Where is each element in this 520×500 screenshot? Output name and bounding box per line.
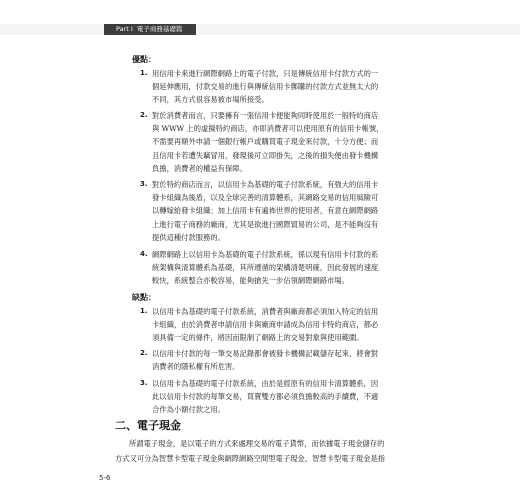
item-number: 2.	[140, 349, 148, 357]
text-line: 用信用卡來進行網際網路上的電子付款，只是傳統信用卡付款方式的一	[152, 69, 379, 78]
disadvantage-item-2	[140, 347, 392, 373]
advantage-item-4	[140, 248, 392, 288]
item-number: 3.	[140, 180, 148, 188]
page-number: 5-6	[99, 474, 111, 482]
text-line: 對於消費者而言，只要擁有一張信用卡便能夠同時使用於一般特約商店	[152, 111, 379, 120]
text-line: 不同，其方式很容易被市場所接受。	[152, 95, 269, 105]
text-line: 統架構與清算體系為基礎，其所遵循的架構清楚明確，因此發展的速度	[152, 263, 379, 273]
text-line: 所謂電子現金，是以電子的方式來處理交易的電子貨幣，而依據電子現金儲存的	[129, 439, 385, 448]
item-number: 1.	[140, 69, 148, 77]
item-number: 2.	[140, 111, 148, 119]
text-line: 與 WWW 上的虛擬特約商店，亦即消費者可以使用原有的信用卡帳號，	[152, 124, 384, 134]
text-line: 以轉嫁給發卡組織；加上信用卡有遍佈世界的使用者，有意在網際網路	[152, 206, 379, 216]
item-number: 1.	[140, 307, 148, 315]
item-number: 3.	[140, 379, 148, 387]
text-line: 須具備一定的條件，將因而限制了網路上的交易對象與使用範圍。	[152, 333, 364, 343]
advantages-label: 優點：	[132, 55, 156, 64]
text-line: 消費者的隱私權有所危害。	[152, 362, 240, 372]
disadvantage-item-1	[140, 305, 392, 345]
advantage-item-3	[140, 178, 392, 244]
text-line: 以信用卡付款的每一筆交易記錄都會被發卡機構記載儲存起來，將會對	[152, 349, 379, 358]
advantage-item-2	[140, 109, 392, 175]
text-line: 提供這種付款服務的。	[152, 232, 225, 242]
text-line: 不需要再額外申請一個銀行帳戶或購買電子現金來付款，十分方便；而	[152, 137, 379, 147]
text-line: 網際網路上以信用卡為基礎的電子付款系統，係以現有信用卡付款的系	[152, 250, 379, 259]
text-line: 方式又可分為智慧卡型電子現金與網際網路空間型電子現金，智慧卡型電子現金是指	[115, 454, 385, 463]
text-line: 且信用卡若遭失竊冒用，發現後可立即掛失，之後的損失便由發卡機構	[152, 150, 379, 160]
text-line: 以信用卡為基礎的電子付款系統，消費者與廠商都必須加入特定的信用	[152, 307, 379, 316]
text-line: 此以信用卡付款的每筆交易，買賣雙方都必須負擔較高的手續費，不適	[152, 392, 379, 402]
running-header-band	[0, 24, 520, 35]
advantage-item-1	[140, 67, 392, 107]
text-line: 以信用卡為基礎的電子付款系統，由於是經原有的信用卡清算體系，因	[152, 379, 379, 388]
section-heading: 二、電子現金	[115, 419, 181, 432]
header-chapter: 電子商務基礎篇	[136, 25, 183, 33]
disadvantage-item-3	[140, 377, 392, 417]
text-line: 合作為小額付款之用。	[152, 405, 225, 415]
text-line: 上進行電子商務的廠商，尤其是欲進行國際貿易的公司，是不能夠沒有	[152, 219, 379, 229]
text-line: 發卡組織為後盾，以及全球完善的清算體系，其網路交易的信用風險可	[152, 193, 379, 203]
text-line: 對於特約商店而言，以信用卡為基礎的電子付款系統，有強大的信用卡	[152, 180, 379, 189]
text-line: 個延伸應用，付款交易的進行與傳統信用卡郵購的付款方式並無太大的	[152, 82, 379, 92]
item-number: 4.	[140, 250, 148, 258]
header-part: Part I	[116, 25, 133, 33]
text-line: 較快，系統整合亦較容易，能夠搶先一步佔領網際網路市場。	[152, 276, 350, 286]
running-header	[104, 24, 196, 35]
text-line: 負擔，消費者的權益有保障。	[152, 163, 247, 173]
section-paragraph	[115, 436, 409, 466]
text-line: 卡組織，由於消費者申請信用卡與廠商申請成為信用卡特約商店，都必	[152, 320, 379, 330]
disadvantages-label: 缺點：	[132, 293, 156, 302]
